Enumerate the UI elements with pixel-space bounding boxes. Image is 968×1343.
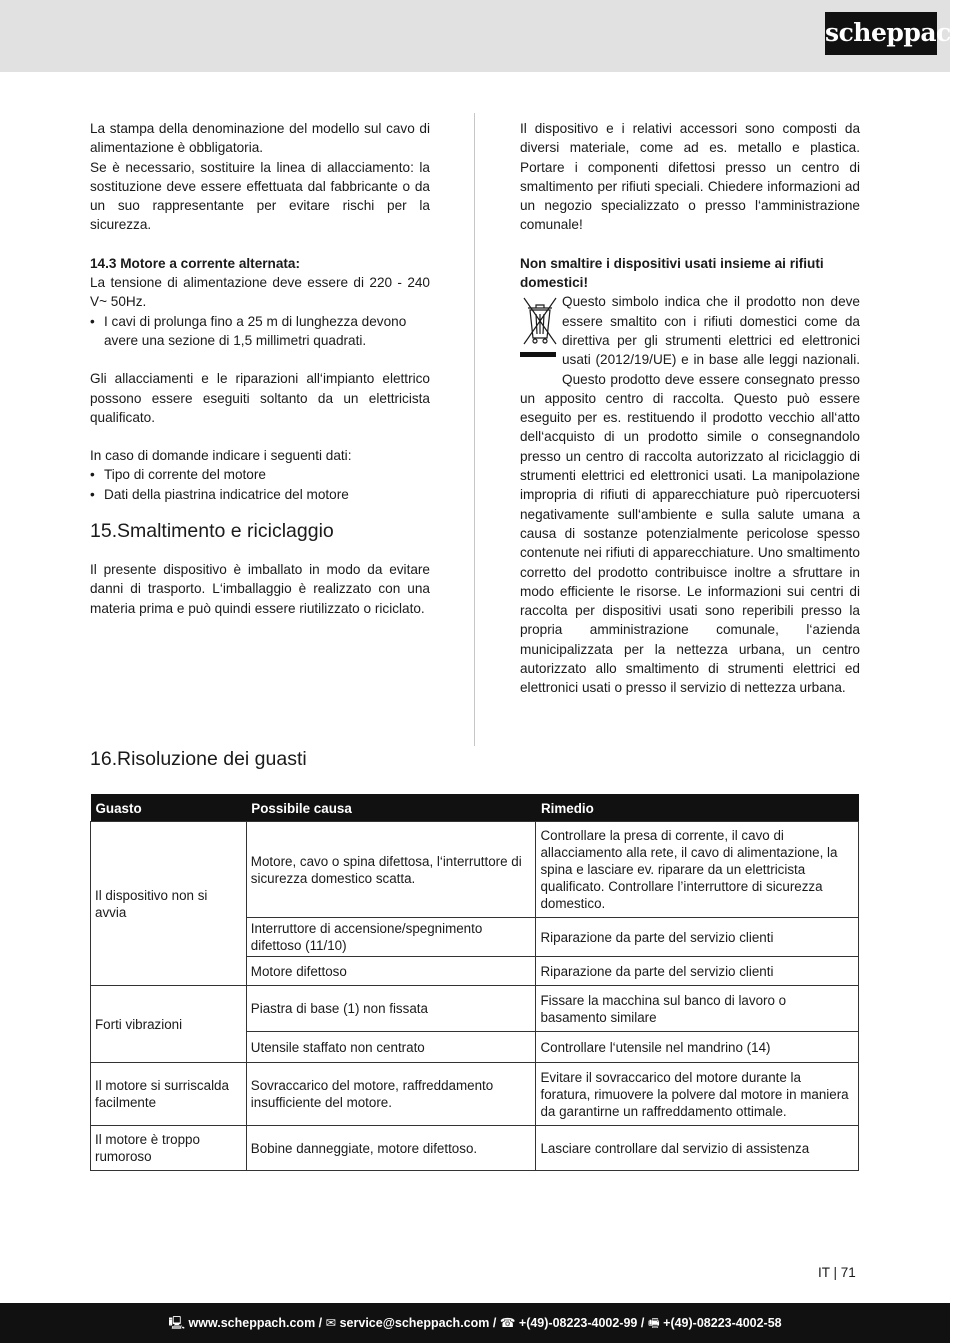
column-header-cause: Possibile causa (246, 794, 536, 822)
table-row (91, 1126, 859, 1171)
page-number: IT | 71 (818, 1265, 856, 1280)
website-link[interactable]: www.scheppach.com (188, 1316, 316, 1330)
motor-heading: 14.3 Motore a corrente alternata: (90, 255, 301, 271)
fault-cell: Forti vibrazioni (91, 986, 247, 1063)
brand-logo: scheppach (825, 12, 937, 55)
separator: / (492, 1316, 497, 1330)
remedy-cell: Evitare il sovraccarico del motore durante la foratura, rimuovere la polvere dal motore in maniera da garantirne un raffreddamento ottimale. (536, 1063, 859, 1126)
motor-bullet-list (90, 312, 430, 351)
remedy-cell: Controllare l‘utensile nel mandrino (14) (536, 1032, 859, 1063)
crossed-bin-icon (520, 292, 560, 372)
table-header-row (91, 794, 859, 822)
cause-cell: Utensile staffato non centrato (246, 1032, 536, 1063)
cause-cell: Piastra di base (1) non fissata (246, 986, 536, 1032)
remedy-cell: Fissare la macchina sul banco di lavoro o basamento similare (536, 986, 859, 1032)
remedy-cell: Controllare la presa di corrente, il cavo di allacciamento alla rete, il cavo di alimentazione, la spina e lasciare ev. riparare da un elettricista qualificato. Controllare l’interruttore di sicurezza domestico. (536, 822, 859, 918)
section-16-number: 16. (90, 748, 118, 770)
section-15-number: 15. (90, 520, 118, 543)
list-item: • Tipo di corrente del motore (90, 465, 430, 484)
fault-cell: Il motore è troppo rumoroso (91, 1126, 247, 1171)
questions-bullet-list (90, 465, 430, 504)
column-header-fault: Guasto (91, 794, 247, 822)
phone-number: +(49)-08223-4002-99 (518, 1316, 638, 1330)
electrician-text: Gli allacciamenti e le riparazioni all‘impianto elettrico possono essere eseguiti soltanto da un elettricista qualificato. (90, 371, 430, 425)
column-header-remedy: Rimedio (536, 794, 859, 822)
email-link[interactable]: service@scheppach.com (339, 1316, 490, 1330)
fault-cell: Il motore si surriscalda facilmente (91, 1063, 247, 1126)
computer-icon: 🖳 (168, 1316, 186, 1330)
remedy-cell: Lasciare controllare dal servizio di assistenza (536, 1126, 859, 1171)
list-item: • Dati della piastrina indicatrice del motore (90, 485, 430, 504)
weee-text: Questo simbolo indica che il prodotto non deve essere smaltito con i rifiuti domestici come da direttiva per gli strumenti elettrici ed elettronici usati (2012/19/UE) e in base alle leggi nazionali. Questo prodotto deve essere consegnato presso un apposito centro di raccolta. Questo può essere eseguito per es. restituendo il prodotto vecchio all‘atto dell‘acquisto di un prodotto simile o consegnandolo presso un centro di raccolta autorizzato al riciclaggio di strumenti elettrici ed elettronici usati. La manipolazione impropria di rifiuti di apparecchiature può ripercuotersi negativamente sull‘ambiente e sulla salute umana a causa di sostanze potenzialmente pericolose spesso contenute nei rifiuti di apparecchiature. Uno smaltimento corretto del prodotto contribuisce inoltre a sfruttare in modo efficiente le risorse. Le informazioni sui centri di raccolta per dispositivi usati sono reperibili presso la propria amministrazione comunale, l‘azienda municipalizzata per la nettezza urbana, un centro autorizzato allo smaltimento di strumenti elettrici ed elettronici usati o presso il servizio di nettezza urbana. (520, 294, 860, 696)
disposal-warning-heading: Non smaltire i dispositivi usati insieme ai rifiuti domestici! (520, 255, 824, 291)
fault-cell: Il dispositivo non si avvia (91, 822, 247, 986)
section-15-text: Il presente dispositivo è imballato in modo da evitare danni di trasporto. L‘imballaggio è realizzato con una materia prima e può quindi essere riutilizzato o riciclato. (90, 562, 430, 616)
fax-number: +(49)-08223-4002-58 (663, 1316, 782, 1330)
troubleshooting-table (90, 794, 859, 1171)
questions-intro: In caso di domande indicare i seguenti dati: (90, 448, 352, 464)
section-15-heading (90, 519, 430, 543)
table-row (91, 1063, 859, 1126)
cause-cell: Interruttore di accensione/spegnimento difettoso (11/10) (246, 918, 536, 957)
section-16-heading (90, 747, 307, 771)
intro-paragraph-1: La stampa della denominazione del modello sul cavo di alimentazione è obbligatoria. (90, 121, 430, 156)
components-text: Il dispositivo e i relativi accessori sono composti da diversi materiale, come ad es. metallo e plastica. Portare i componenti difettosi presso un centro di smaltimento per rifiuti speciali. Chiedere informazioni ad un negozio specializzato o presso l‘amministrazione comunale! (520, 121, 860, 233)
header-bar (0, 0, 968, 72)
fax-icon: 🖷 (647, 1316, 660, 1330)
separator: / (318, 1316, 323, 1330)
intro-paragraph-2: Se è necessario, sostituire la linea di allacciamento: la sostituzione deve essere effettuata dal fabbricante o da un suo rappresentante per evitare rischi per la sicurezza. (90, 159, 430, 233)
cause-cell: Motore, cavo o spina difettosa, l‘interruttore di sicurezza domestico scatta. (246, 822, 536, 918)
right-column (520, 119, 860, 698)
motor-voltage-text: La tensione di alimentazione deve essere di 220 - 240 V~ 50Hz. (90, 275, 430, 310)
phone-icon: ☎ (499, 1316, 516, 1330)
cause-cell: Bobine danneggiate, motore difettoso. (246, 1126, 536, 1171)
contact-bar (0, 1303, 950, 1343)
list-item: • I cavi di prolunga fino a 25 m di lunghezza devono avere una sezione di 1,5 millimetri quadrati. (90, 312, 430, 351)
left-column (90, 119, 430, 618)
table-row (91, 986, 859, 1032)
cause-cell: Sovraccarico del motore, raffreddamento insufficiente del motore. (246, 1063, 536, 1126)
remedy-cell: Riparazione da parte del servizio clienti (536, 957, 859, 986)
section-15-title: Smaltimento e riciclaggio (117, 520, 334, 543)
table-row (91, 822, 859, 918)
cause-cell: Motore difettoso (246, 957, 536, 986)
separator: / (640, 1316, 645, 1330)
remedy-cell: Riparazione da parte del servizio clienti (536, 918, 859, 957)
section-16-title: Risoluzione dei guasti (117, 748, 307, 770)
email-icon: ✉ (325, 1316, 337, 1330)
column-divider (474, 113, 475, 746)
